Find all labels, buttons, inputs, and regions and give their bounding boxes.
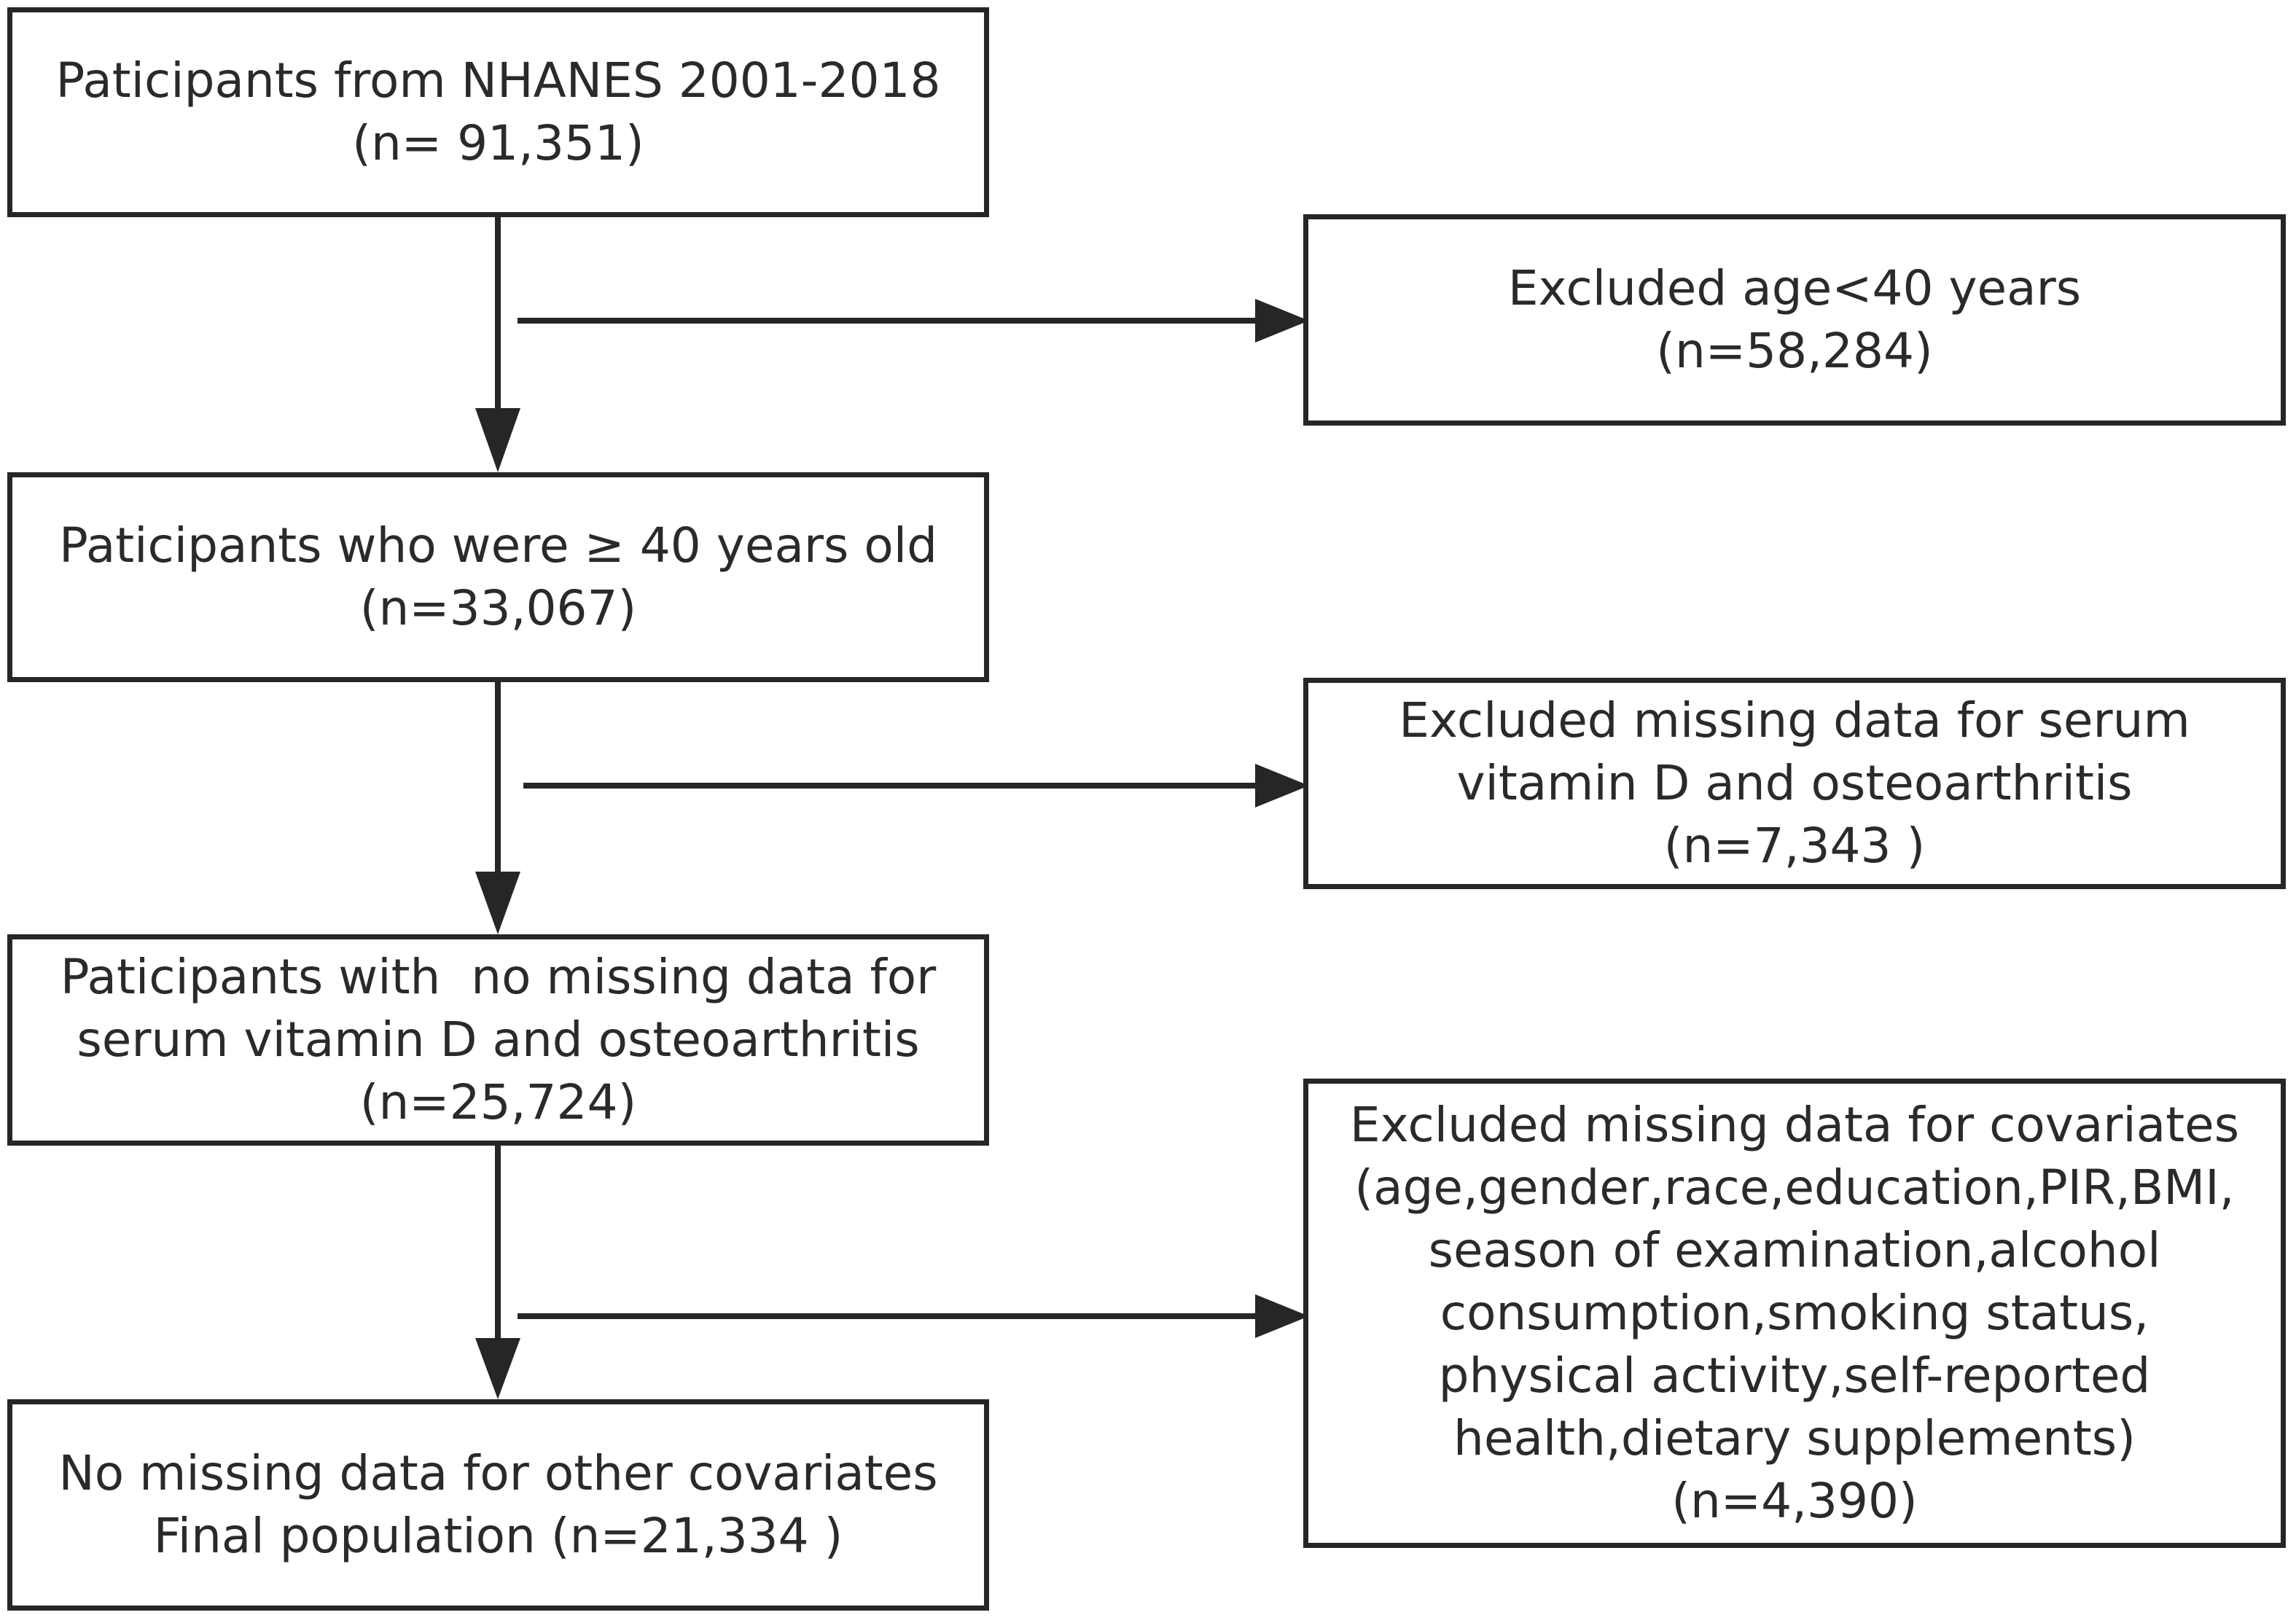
box-line: Paticipants from NHANES 2001-2018	[55, 52, 941, 109]
box-text	[1508, 257, 2081, 383]
box-line: Excluded age<40 years	[1507, 260, 2082, 316]
box-text	[56, 50, 941, 175]
main-box-final-population	[7, 1399, 989, 1611]
box-line: consumption,smoking status,	[1440, 1285, 2149, 1341]
exclusion-box-vitamin-d	[1303, 678, 2286, 889]
box-text	[59, 515, 937, 640]
box-line: (n= 91,351)	[352, 115, 644, 171]
box-line: Excluded missing data for covariates	[1349, 1097, 2240, 1153]
box-line: (n=7,343 )	[1663, 818, 1926, 874]
box-line: (n=25,724)	[359, 1074, 637, 1130]
box-line: (n=58,284)	[1656, 323, 1933, 379]
side-arrowhead-3	[1255, 1294, 1309, 1338]
box-line: No missing data for other covariates	[58, 1445, 938, 1501]
main-box-age-40-plus	[7, 472, 989, 682]
side-arrowhead-2	[1255, 764, 1309, 807]
exclusion-box-covariates	[1303, 1079, 2286, 1548]
main-box-nhanes-participants	[7, 7, 989, 217]
box-line: Final population (n=21,334 )	[153, 1508, 843, 1564]
box-line: Paticipants with no missing data for	[60, 949, 937, 1005]
exclusion-box-age	[1303, 214, 2286, 426]
main-box-complete-vitamin-d	[7, 934, 989, 1146]
box-text	[58, 1442, 937, 1568]
down-arrowhead-2	[475, 872, 520, 934]
box-line: (n=4,390)	[1671, 1473, 1918, 1529]
box-line: season of examination,alcohol	[1428, 1222, 2161, 1278]
box-line: health,dietary supplements)	[1453, 1410, 2136, 1466]
down-arrowhead-1	[475, 408, 520, 472]
box-line: physical activity,self-reported	[1438, 1348, 2151, 1404]
box-text	[1350, 1094, 2239, 1533]
box-line: Paticipants who were ≥ 40 years old	[58, 517, 937, 574]
down-arrowhead-3	[475, 1338, 520, 1399]
box-text	[1399, 689, 2190, 877]
box-line: serum vitamin D and osteoarthritis	[77, 1012, 920, 1068]
box-line: Excluded missing data for serum	[1399, 692, 2190, 748]
box-line: (age,gender,race,education,PIR,BMI,	[1354, 1159, 2235, 1216]
box-text	[60, 946, 937, 1134]
box-line: (n=33,067)	[359, 580, 637, 636]
box-line: vitamin D and osteoarthritis	[1456, 755, 2133, 811]
side-arrowhead-1	[1255, 299, 1309, 343]
